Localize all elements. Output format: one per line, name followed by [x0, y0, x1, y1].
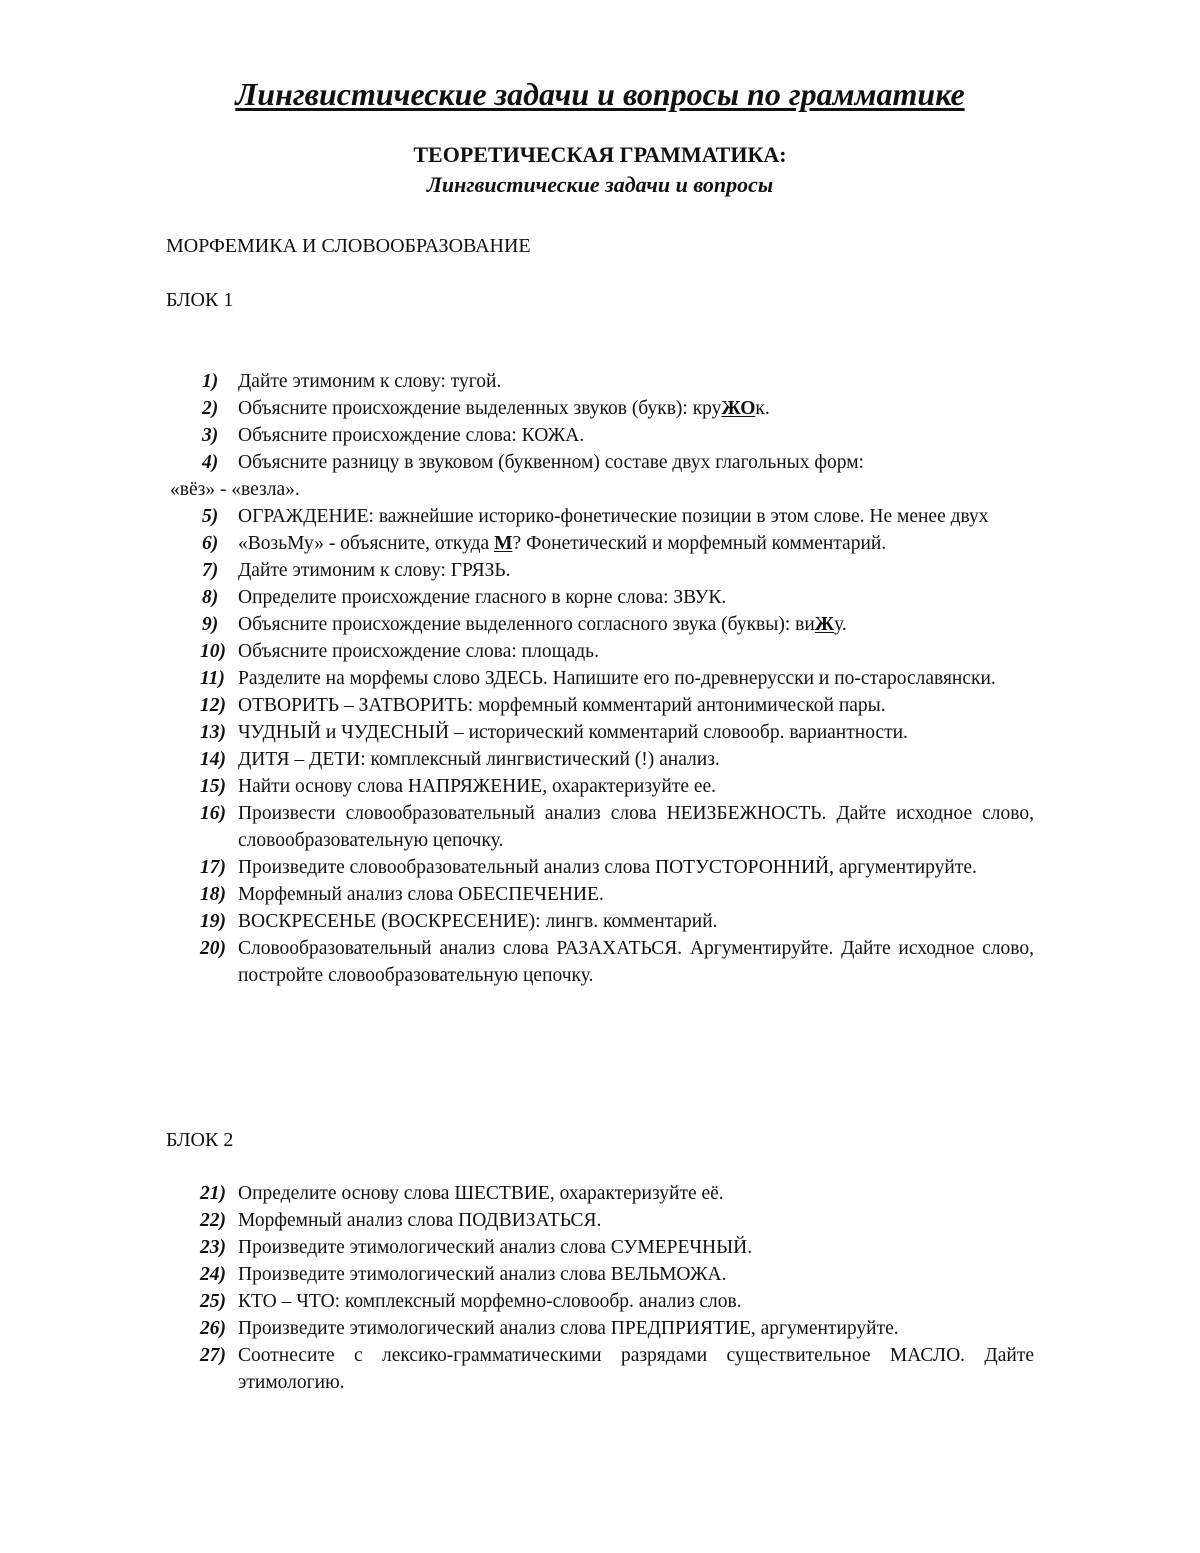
task-number: 19) [200, 911, 226, 932]
task-text: КТО – ЧТО: комплексный морфемно-словообр. анализ слов. [238, 1291, 742, 1312]
block-2-heading: БЛОК 2 [166, 1129, 234, 1151]
task-number: 24) [200, 1264, 226, 1285]
task-item [0, 1261, 1034, 1288]
highlighted-letters: М [494, 533, 513, 554]
task-number: 22) [200, 1210, 226, 1231]
task-item [0, 692, 1034, 719]
task-number: 9) [202, 614, 219, 635]
task-item [0, 530, 1034, 557]
task-item [0, 449, 1034, 503]
task-text: Определите происхождение гласного в корне слова: ЗВУК. [238, 587, 727, 608]
task-item [0, 638, 1034, 665]
task-text: Морфемный анализ слова ОБЕСПЕЧЕНИЕ. [238, 884, 604, 905]
document-title: Лингвистические задачи и вопросы по грамматике [235, 76, 965, 112]
block-1-heading: БЛОК 1 [166, 289, 234, 311]
task-item [0, 584, 1034, 611]
task-item [0, 908, 1034, 935]
task-number: 10) [200, 641, 226, 662]
task-number: 27) [200, 1345, 226, 1366]
task-continuation: «вёз» - «везла». [170, 479, 300, 500]
task-number: 20) [200, 938, 226, 959]
task-number: 4) [202, 452, 219, 473]
task-item [0, 854, 1034, 881]
block-1-task-list [0, 368, 1200, 989]
task-text: Морфемный анализ слова ПОДВИЗАТЬСЯ. [238, 1210, 602, 1231]
task-item [0, 611, 1034, 638]
task-item [0, 1315, 1034, 1342]
task-text: ОТВОРИТЬ – ЗАТВОРИТЬ: морфемный комментарий антонимической пары. [238, 695, 886, 716]
task-item [0, 935, 1034, 989]
task-item [0, 881, 1034, 908]
task-number: 13) [200, 722, 226, 743]
task-text: ДИТЯ – ДЕТИ: комплексный лингвистический (!) анализ. [238, 749, 720, 770]
task-text: Объясните разницу в звуковом (буквенном) составе двух глагольных форм: [238, 452, 864, 473]
task-number: 14) [200, 749, 226, 770]
task-item [0, 1207, 1034, 1234]
task-text-part: у. [834, 614, 847, 635]
task-text: Произведите этимологический анализ слова ПРЕДПРИЯТИЕ, аргументируйте. [238, 1318, 899, 1339]
task-text: Произведите словообразовательный анализ слова ПОТУСТОРОННИЙ, аргументируйте. [238, 857, 977, 878]
task-text-part: Объясните происхождение выделенных звуков (букв): кру [238, 398, 722, 419]
task-number: 2) [202, 398, 219, 419]
task-number: 21) [200, 1183, 226, 1204]
task-text: Разделите на морфемы слово ЗДЕСЬ. Напишите его по-древнерусски и по-старославянски. [238, 668, 996, 689]
task-text: ЧУДНЫЙ и ЧУДЕСНЫЙ – исторический комментарий словообр. вариантности. [238, 722, 908, 743]
subtitle-line-1: ТЕОРЕТИЧЕСКАЯ ГРАММАТИКА: [413, 142, 787, 167]
task-number: 12) [200, 695, 226, 716]
task-text-part: Объясните происхождение выделенного согласного звука (буквы): ви [238, 614, 815, 635]
task-item [0, 503, 1034, 530]
task-number: 23) [200, 1237, 226, 1258]
task-text-part: «ВозьМу» - объясните, откуда [238, 533, 495, 554]
task-text: Объясните происхождение слова: площадь. [238, 641, 599, 662]
section-heading: МОРФЕМИКА И СЛОВООБРАЗОВАНИЕ [166, 235, 531, 257]
task-item [0, 1234, 1034, 1261]
task-item [0, 800, 1034, 854]
task-text [238, 398, 770, 419]
task-number: 5) [202, 506, 219, 527]
task-number: 25) [200, 1291, 226, 1312]
task-text: Найти основу слова НАПРЯЖЕНИЕ, охарактеризуйте ее. [238, 776, 717, 797]
highlighted-letters: Ж [814, 614, 835, 635]
task-number: 26) [200, 1318, 226, 1339]
task-item [0, 368, 1034, 395]
subtitle-line-2: Лингвистические задачи и вопросы [426, 172, 774, 197]
task-text: Соотнесите с лексико-грамматическими разрядами существительное МАСЛО. Дайте этимологию. [238, 1345, 1034, 1393]
task-text: Произвести словообразовательный анализ слова НЕИЗБЕЖНОСТЬ. Дайте исходное слово, словообразовательную цепочку. [238, 803, 1034, 851]
subtitle [0, 140, 1200, 200]
task-item [0, 422, 1034, 449]
task-text [238, 614, 847, 635]
task-number: 7) [202, 560, 219, 581]
task-item [0, 665, 1034, 692]
task-item [0, 773, 1034, 800]
highlighted-letters: ЖО [721, 398, 756, 419]
task-text: Произведите этимологический анализ слова СУМЕРЕЧНЫЙ. [238, 1237, 753, 1258]
task-number: 3) [202, 425, 219, 446]
task-number: 15) [200, 776, 226, 797]
task-item [0, 557, 1034, 584]
task-item [0, 1288, 1034, 1315]
task-item [0, 395, 1034, 422]
task-item [0, 746, 1034, 773]
task-text: ОГРАЖДЕНИЕ: важнейшие историко-фонетические позиции в этом слове. Не менее двух [238, 506, 989, 527]
task-text-part: ? Фонетический и морфемный комментарий. [512, 533, 887, 554]
task-number: 6) [202, 533, 219, 554]
task-item [0, 1180, 1034, 1207]
block-2-task-list [0, 1180, 1200, 1396]
task-item [0, 719, 1034, 746]
task-item [0, 1342, 1034, 1396]
task-text-part: к. [755, 398, 770, 419]
task-text: Дайте этимоним к слову: ГРЯЗЬ. [238, 560, 511, 581]
task-text: Дайте этимоним к слову: тугой. [238, 371, 502, 392]
task-number: 8) [202, 587, 219, 608]
task-text [238, 533, 886, 554]
task-text: Словообразовательный анализ слова РАЗАХАТЬСЯ. Аргументируйте. Дайте исходное слово, постройте словообразовательную цепочку. [238, 938, 1034, 986]
task-text: Определите основу слова ШЕСТВИЕ, охарактеризуйте её. [238, 1183, 724, 1204]
task-number: 18) [200, 884, 226, 905]
task-text: Произведите этимологический анализ слова ВЕЛЬМОЖА. [238, 1264, 727, 1285]
task-number: 16) [200, 803, 226, 824]
task-number: 1) [202, 371, 219, 392]
task-number: 17) [200, 857, 226, 878]
task-number: 11) [200, 668, 225, 689]
task-text: ВОСКРЕСЕНЬЕ (ВОСКРЕСЕНИЕ): лингв. комментарий. [238, 911, 718, 932]
task-text: Объясните происхождение слова: КОЖА. [238, 425, 585, 446]
